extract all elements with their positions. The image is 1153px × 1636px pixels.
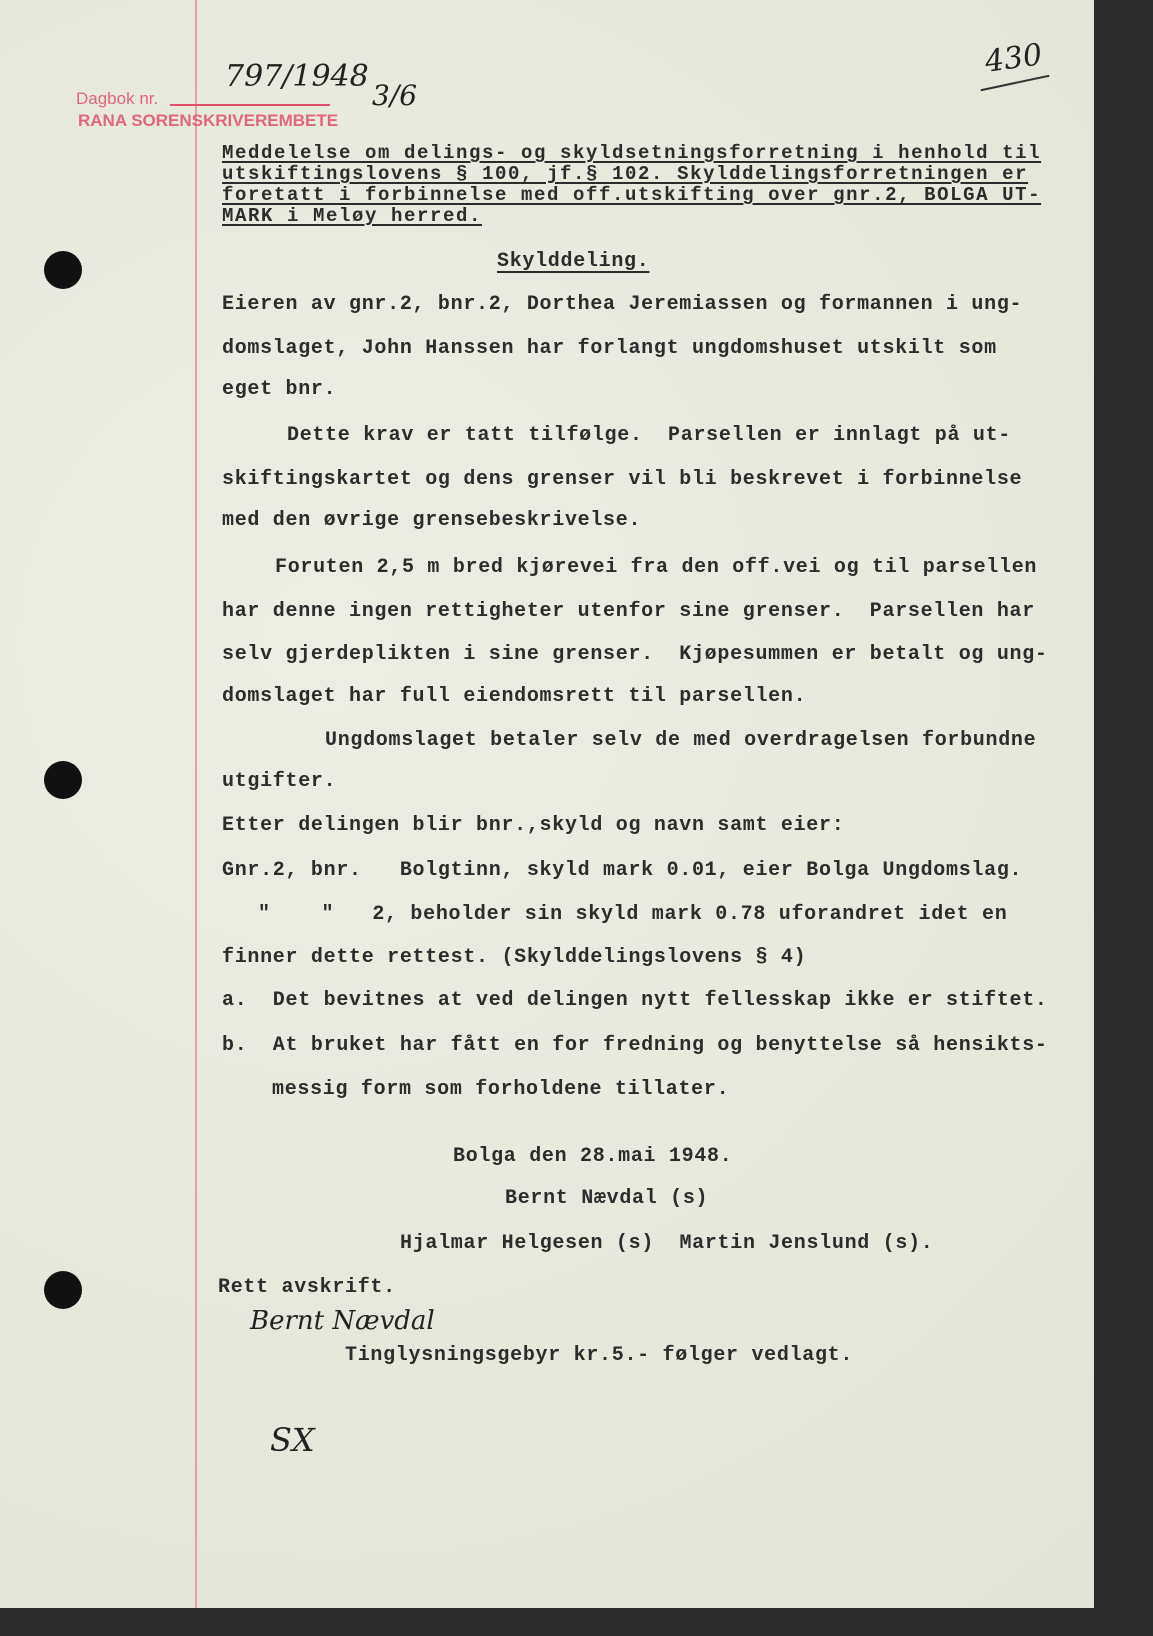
stamp-office: RANA SORENSKRIVEREMBETE (78, 111, 339, 130)
body-line: messig form som forholdene tillater. (272, 1078, 730, 1101)
date-note: 3/6 (372, 79, 418, 112)
body-line: Dette krav er tatt tilfølge. Parsellen er innlagt på ut- (287, 424, 1012, 447)
body-line: domslaget har full eiendomsrett til parsellen. (222, 685, 807, 708)
handwritten-signature: Bernt Nævdal (250, 1306, 435, 1336)
body-line: eget bnr. (222, 378, 337, 401)
fee-note: Tinglysningsgebyr kr.5.- følger vedlagt. (345, 1344, 854, 1367)
body-line: finner dette rettest. (Skylddelingslovens § 4) (222, 946, 807, 969)
place-date: Bolga den 28.mai 1948. (453, 1145, 733, 1168)
certified-copy: Rett avskrift. (218, 1276, 396, 1299)
body-line: Foruten 2,5 m bred kjørevei fra den off.vei og til parsellen (275, 556, 1038, 579)
signers: Hjalmar Helgesen (s) Martin Jenslund (s). (400, 1232, 934, 1255)
punch-hole (44, 251, 82, 289)
signer: Bernt Nævdal (s) (505, 1187, 709, 1210)
body-line: b. At bruket har fått en for fredning og benyttelse så hensikts- (222, 1034, 1048, 1057)
body-line: Gnr.2, bnr. Bolgtinn, skyld mark 0.01, eier Bolga Ungdomslag. (222, 859, 1023, 882)
body-line: a. Det bevitnes at ved delingen nytt fellesskap ikke er stiftet. (222, 989, 1048, 1012)
stamp-line (170, 104, 330, 106)
punch-hole (44, 761, 82, 799)
body-line: utgifter. (222, 770, 337, 793)
body-line: " " 2, beholder sin skyld mark 0.78 uforandret idet en (258, 903, 1008, 926)
body-line: skiftingskartet og dens grenser vil bli beskrevet i forbinnelse (222, 468, 1023, 491)
body-line: domslaget, John Hanssen har forlangt ungdomshuset utskilt som (222, 337, 997, 360)
body-line: Ungdomslaget betaler selv de med overdragelsen forbundne (325, 729, 1037, 752)
body-line: Eieren av gnr.2, bnr.2, Dorthea Jeremiassen og formannen i ung- (222, 293, 1023, 316)
stamp-label: Dagbok nr. (76, 89, 159, 108)
body-line: selv gjerdeplikten i sine grenser. Kjøpesummen er betalt og ung- (222, 643, 1048, 666)
punch-hole (44, 1271, 82, 1309)
body-line: har denne ingen rettigheter utenfor sine grenser. Parsellen har (222, 600, 1035, 623)
page-number: 430 (982, 37, 1045, 80)
body-line: Etter delingen blir bnr.,skyld og navn samt eier: (222, 814, 845, 837)
journal-number: 797/1948 (225, 59, 369, 94)
heading-line: Meddelelse om delings- og skyldsetningsforretning i henhold til (222, 142, 1042, 164)
margin-line (195, 0, 197, 1608)
subtitle: Skylddeling. (497, 250, 650, 273)
heading-line: foretatt i forbinnelse med off.utskifting over gnr.2, BOLGA UT- (222, 184, 1042, 206)
handwritten-initials: SX (270, 1421, 315, 1459)
heading-line: utskiftingslovens § 100, jf.§ 102. Skylddelingsforretningen er (222, 163, 1029, 185)
heading-line: MARK i Meløy herred. (222, 205, 483, 227)
body-line: med den øvrige grensebeskrivelse. (222, 509, 642, 532)
